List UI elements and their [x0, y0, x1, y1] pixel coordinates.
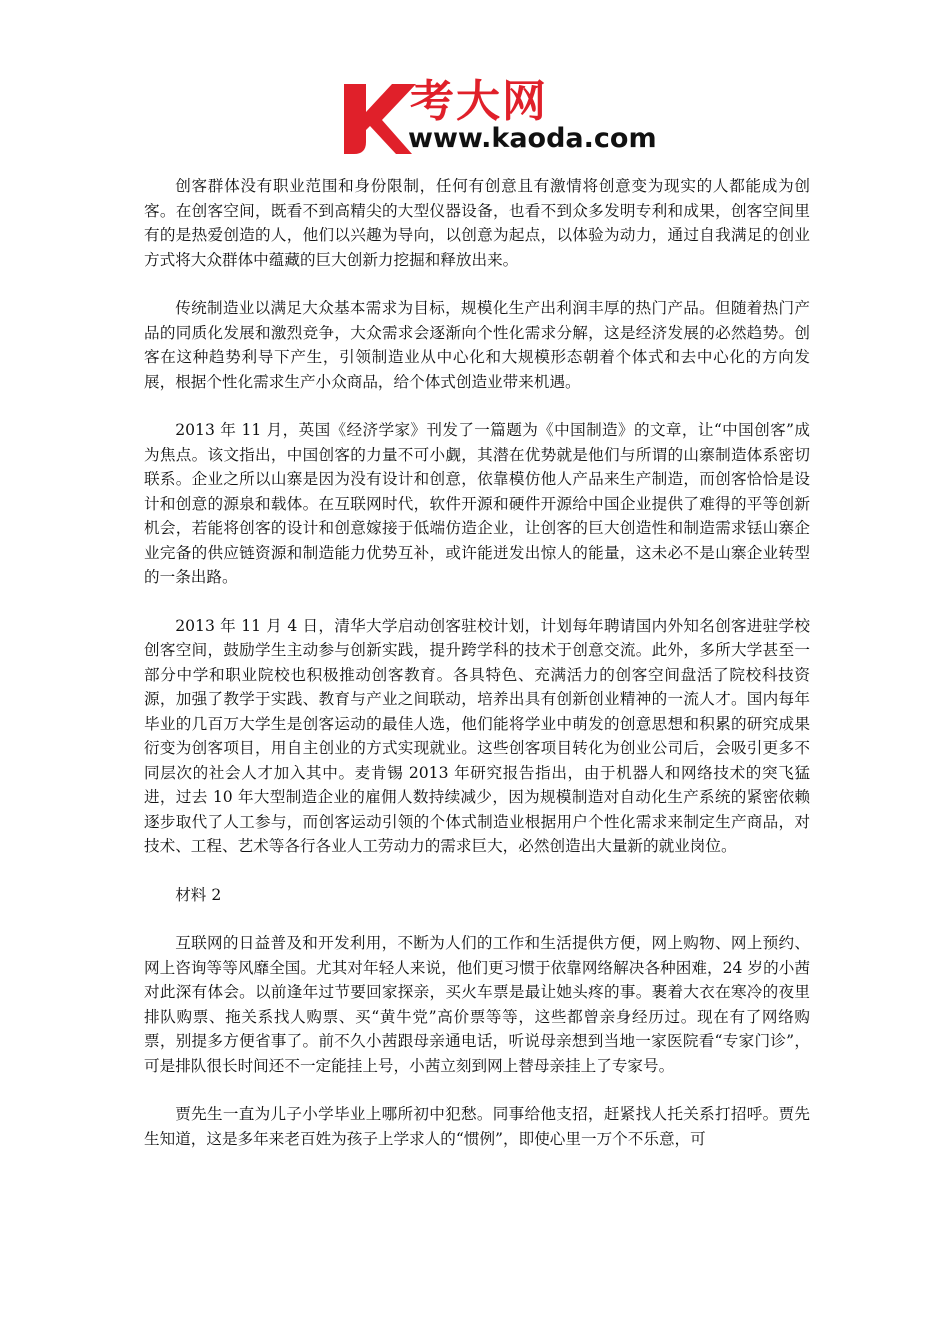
paragraph-3: 2013 年 11 月，英国《经济学家》刊发了一篇题为《中国制造》的文章，让“中国创客”成为焦点。该文指出，中国创客的力量不可小觑，其潜在优势就是他们与所谓的山寨制造体系密切联系。企业之所以山寨是因为没有设计和创意，依靠模仿他人产品来生产制造，而创客恰恰是设计和创意的源泉和载体。在互联网时代，软件开源和硬件开源给中国企业提供了难得的平等创新机会，若能将创客的设计和创意嫁接于低端仿造企业，让创客的巨大创造性和制造需求铥山寨企业完备的供应链资源和制造能力优势互补，或许能迸发出惊人的能量，这未必不是山寨企业转型的一条出路。 [144, 421, 810, 586]
paragraph-5: 互联网的日益普及和开发利用，不断为人们的工作和生活提供方便，网上购物、网上预约、网上咨询等等风靡全国。尤其对年轻人来说，他们更习惯于依靠网络解决各种困难，24 岁的小茜对此深有体会。以前逢年过节要回家探亲，买火车票是最让她头疼的事。裹着大衣在寒冷的夜里排队购票、拖关系找人购票、买“黄牛党”高价票等等，这些都曾亲身经历过。现在有了网络购票，别提多方便省事了。前不久小茜跟母亲通电话，听说母亲想到当地一家医院看“专家门诊”，可是排队很长时间还不一定能挂上号，小茜立刻到网上替母亲挂上了专家号。 [144, 934, 810, 1075]
material-2-heading: 材料 2 [175, 885, 222, 904]
kaoda-logo [340, 76, 660, 158]
paragraph-2: 传统制造业以满足大众基本需求为目标，规模化生产出利润丰厚的热门产品。但随着热门产品的同质化发展和激烈竞争，大众需求会逐渐向个性化需求分解，这是经济发展的必然趋势。创客在这种趋势利导下产生，引领制造业从中心化和大规模形态朝着个体式和去中心化的方向发展，根据个性化需求生产小众商品，给个体式创造业带来机遇。 [144, 299, 810, 391]
article-body [144, 174, 810, 1175]
logo-chinese-text: 考大网 [410, 76, 548, 127]
paragraph-4: 2013 年 11 月 4 日，清华大学启动创客驻校计划，计划每年聘请国内外知名创客进驻学校创客空间，鼓励学生主动参与创新实践，提升跨学科的技术于创意交流。此外，多所大学甚至一部分中学和职业院校也积极推动创客教育。各具特色、充满活力的创客空间盘活了院校科技资源，加强了教学于实践、教育与产业之间联动，培养出具有创新创业精神的一流人才。国内每年毕业的几百万大学生是创客运动的最佳人选，他们能将学业中萌发的创意思想和积累的研究成果衍变为创客项目，用自主创业的方式实现就业。这些创客项目转化为创业公司后，会吸引更多不同层次的社会人才加入其中。麦肯锡 2013 年研究报告指出，由于机器人和网络技术的突飞猛进，过去 10 年大型制造企业的雇佣人数持续减少，因为规模制造对自动化生产系统的紧密依赖逐步取代了人工参与，而创客运动引领的个体式制造业根据用户个性化需求来制定生产商品，对技术、工程、艺术等各行各业人工劳动力的需求巨大，必然创造出大量新的就业岗位。 [144, 616, 810, 855]
paragraph-6: 贾先生一直为儿子小学毕业上哪所初中犯愁。同事给他支招，赶紧找人托关系打招呼。贾先生知道，这是多年来老百姓为孩子上学求人的“惯例”，即使心里一万个不乐意，可 [144, 1105, 810, 1148]
paragraph-1: 创客群体没有职业范围和身份限制，任何有创意且有激情将创意变为现实的人都能成为创客。在创客空间，既看不到高精尖的大型仪器设备，也看不到众多发明专利和成果，创客空间里有的是热爱创造的人，他们以兴趣为导向，以创意为起点，以体验为动力，通过自我满足的创业方式将大众群体中蕴藏的巨大创新力挖掘和释放出来。 [144, 177, 810, 269]
logo-url-text: www.kaoda.com [408, 123, 657, 154]
